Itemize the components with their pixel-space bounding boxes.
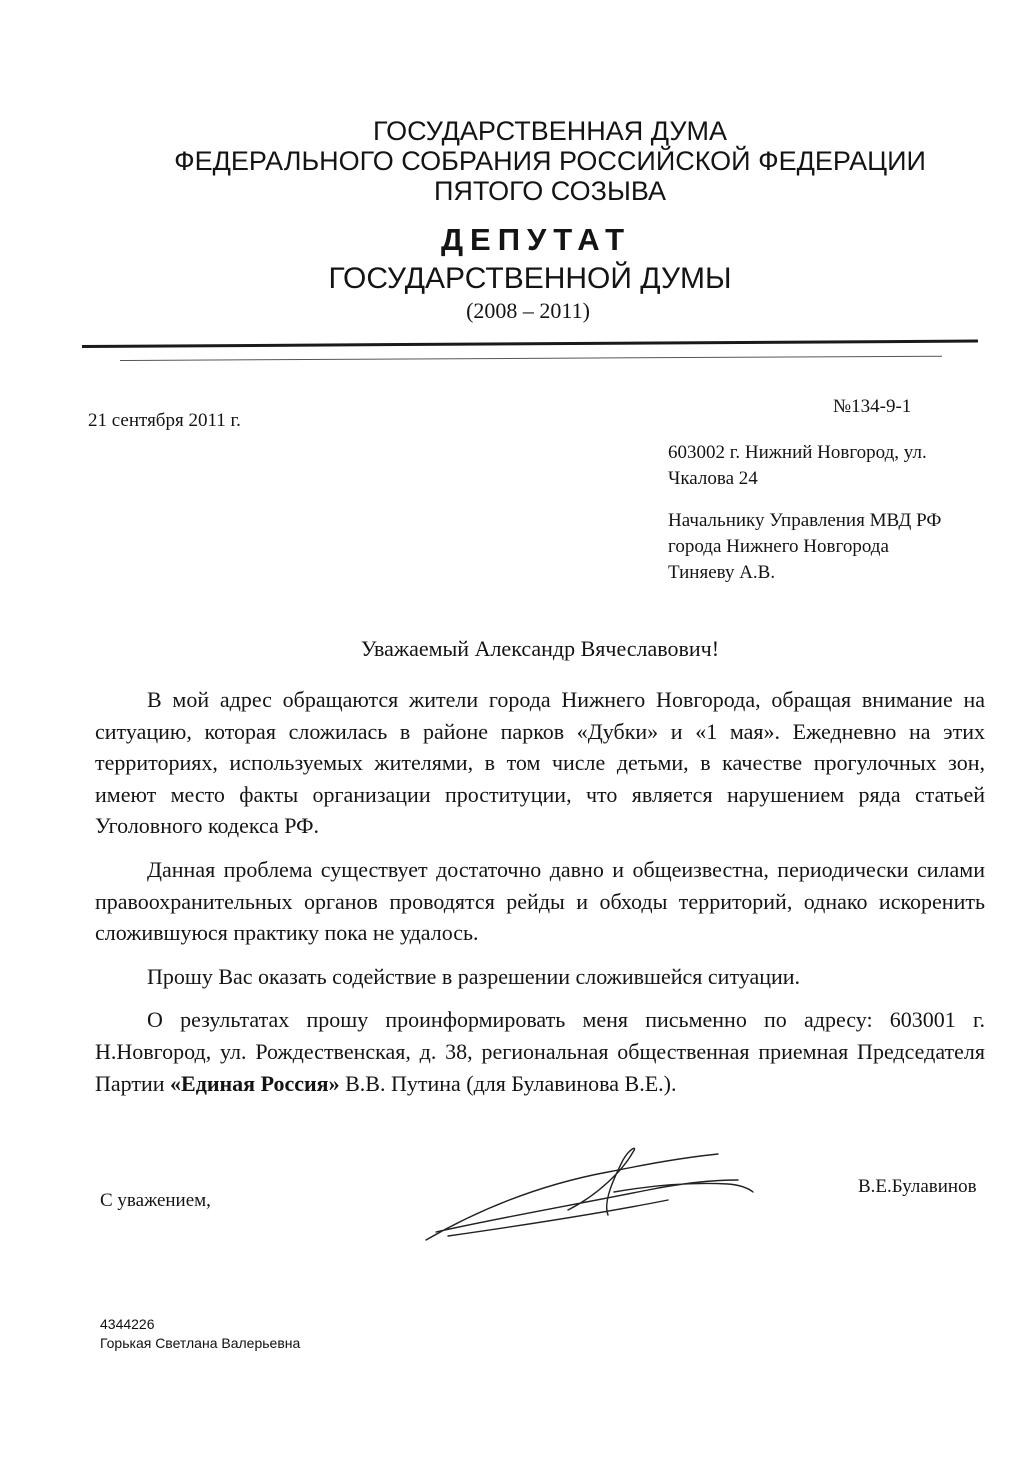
party-name: «Единая Россия» xyxy=(170,1070,340,1096)
letter-date: 21 сентября 2011 г. xyxy=(88,410,241,431)
body-paragraph-3: Прошу Вас оказать содействие в разрешении сложившейся ситуации. xyxy=(147,963,801,989)
executor-phone: 4344226 xyxy=(100,1316,155,1332)
signature-icon xyxy=(418,1140,758,1250)
signer-name: В.Е.Булавинов xyxy=(858,1176,977,1197)
closing-phrase: С уважением, xyxy=(100,1190,211,1211)
letterhead-deputy: ДЕПУТАТ xyxy=(440,222,632,257)
body-p4-before: О результатах прошу проинформировать меня письменно по адресу: 603001 г. Н.Новгород, ул. Рождественская, д. 38, региональная общественная приемная Председателя Партии xyxy=(95,1007,985,1096)
recipient-line1: Начальнику Управления МВД РФ xyxy=(668,510,942,531)
recipient-block xyxy=(668,508,988,586)
letterhead-duma: ГОСУДАРСТВЕННОЙ ДУМЫ xyxy=(328,262,732,295)
body-paragraph-1: В мой адрес обращаются жители города Нижнего Новгорода, обращая внимание на ситуацию, которая сложилась в районе парков «Дубки» и «1 мая». Ежедневно на этих территориях, используемых жителями, в том числе детьми, в качестве прогулочных зон, имеют место факты организации проституции, что является нарушением ряда статьей Уголовного кодекса РФ. xyxy=(95,687,985,839)
recipient-address: 603002 г. Нижний Новгород, ул. Чкалова 24 xyxy=(668,442,927,489)
letter-body xyxy=(95,684,985,1111)
letterhead-rule-thin xyxy=(120,356,942,361)
recipient-line2: города Нижнего Новгорода xyxy=(668,536,889,557)
executor-name: Горькая Светлана Валерьевна xyxy=(100,1335,301,1351)
letterhead-line1: ГОСУДАРСТВЕННАЯ ДУМА xyxy=(372,116,727,146)
body-paragraph-4 xyxy=(95,1004,985,1099)
greeting: Уважаемый Александр Вячеславович! xyxy=(360,636,720,661)
body-paragraph-2: Данная проблема существует достаточно давно и общеизвестна, периодически силами правоохранительных органов проводятся рейды и обходы территорий, однако искоренить сложившуюся практику пока не удалось. xyxy=(95,856,985,946)
letterhead-line3: ПЯТОГО СОЗЫВА xyxy=(433,176,667,206)
registration-number: №134-9-1 xyxy=(833,396,912,417)
letterhead-rule-thick xyxy=(82,340,978,348)
letterhead-line2: ФЕДЕРАЛЬНОГО СОБРАНИЯ РОССИЙСКОЙ ФЕДЕРАЦИИ xyxy=(174,146,926,176)
body-p4-after: В.В. Путина (для Булавинова В.Е.). xyxy=(339,1070,677,1096)
letterhead-years: (2008 – 2011) xyxy=(466,298,590,323)
recipient-line3: Тиняеву А.В. xyxy=(668,562,776,583)
